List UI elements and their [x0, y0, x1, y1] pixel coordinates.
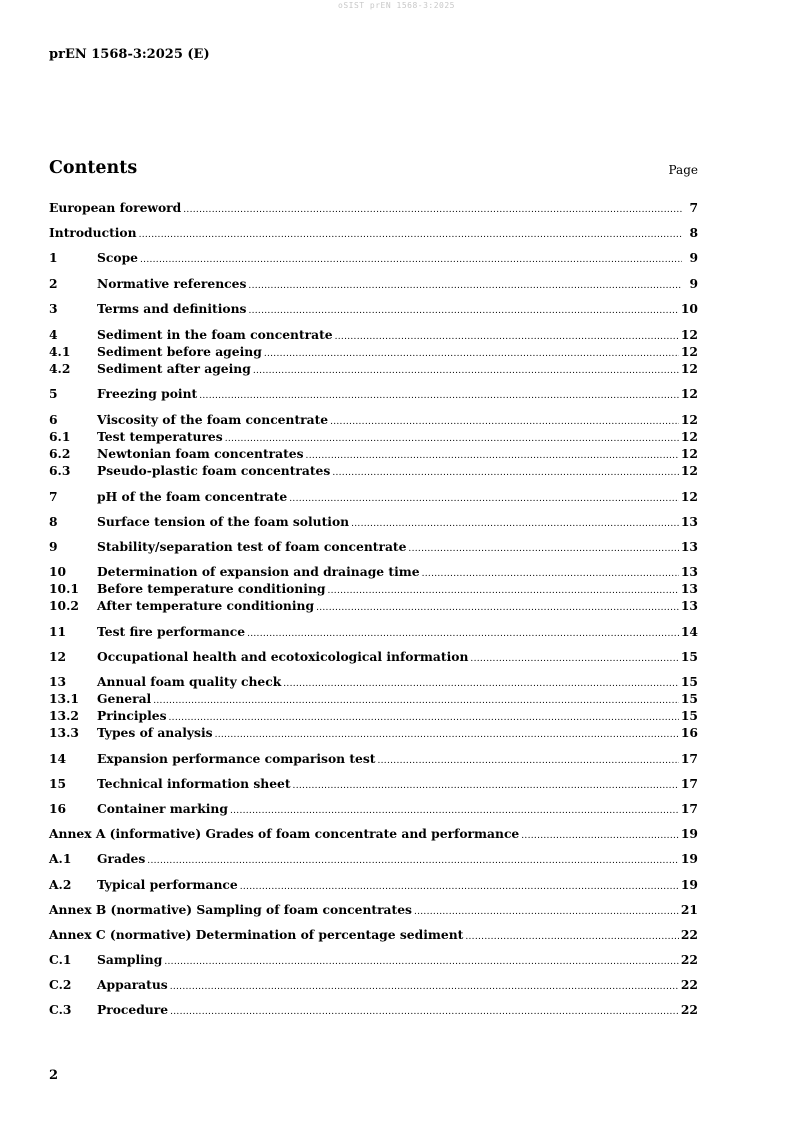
toc-entry-number: 13.1 [49, 691, 79, 706]
toc-entry-title: Annex A (informative) Grades of foam concentrate and performance [49, 826, 520, 841]
toc-entry-number: 16 [49, 801, 67, 816]
toc-entry[interactable] [49, 489, 698, 505]
toc-entry-title: Test fire performance [97, 624, 246, 639]
toc-dot-leader [164, 957, 679, 967]
toc-dot-leader [316, 603, 679, 613]
toc-dot-leader [247, 629, 679, 639]
toc-entry-title: Procedure [97, 1002, 169, 1017]
toc-entry[interactable] [49, 801, 698, 817]
toc-dot-leader [169, 713, 679, 723]
toc-entry[interactable] [49, 225, 698, 241]
toc-dot-leader [351, 519, 679, 529]
toc-entry[interactable] [49, 725, 698, 741]
toc-entry-number: 9 [49, 539, 58, 554]
toc-dot-leader [170, 982, 679, 992]
toc-entry[interactable] [49, 902, 698, 918]
toc-entry-number: 3 [49, 301, 58, 316]
toc-entry-title: Pseudo-plastic foam concentrates [97, 463, 331, 478]
toc-dot-leader [147, 856, 679, 866]
toc-entry[interactable] [49, 386, 698, 402]
watermark: oSIST prEN 1568-3:2025 [338, 1, 455, 10]
toc-entry-page: 12 [680, 429, 698, 444]
toc-dot-leader [422, 569, 679, 579]
toc-dot-leader [465, 932, 679, 942]
toc-dot-leader [153, 696, 679, 706]
toc-entry-page: 17 [680, 751, 698, 766]
toc-entry-number: 13.2 [49, 708, 79, 723]
toc-entry-title: General [97, 691, 152, 706]
toc-entry-page: 13 [680, 564, 698, 579]
toc-entry-title: Occupational health and ecotoxicological information [97, 649, 469, 664]
toc-entry-page: 14 [680, 624, 698, 639]
toc-entry-number: 2 [49, 276, 58, 291]
toc-entry-page: 19 [680, 877, 698, 892]
toc-dot-leader [183, 205, 682, 215]
toc-entry-number: 12 [49, 649, 67, 664]
toc-entry-title: Container marking [97, 801, 228, 816]
toc-entry-title: Principles [97, 708, 167, 723]
toc-dot-leader [283, 679, 679, 689]
toc-entry[interactable] [49, 624, 698, 640]
toc-entry-title: European foreword [49, 200, 182, 215]
toc-entry-title: Sediment after ageing [97, 361, 251, 376]
toc-entry[interactable] [49, 674, 698, 690]
toc-entry[interactable] [49, 250, 698, 266]
toc-entry-page: 22 [680, 1002, 698, 1017]
toc-entry-number: 4 [49, 327, 58, 342]
toc-entry-title: After temperature conditioning [97, 598, 315, 613]
toc-entry-page: 9 [689, 250, 698, 265]
toc-entry-number: C.2 [49, 977, 72, 992]
toc-dot-leader [240, 882, 679, 892]
toc-entry-page: 22 [680, 977, 698, 992]
toc-entry-title: Grades [97, 851, 146, 866]
toc-entry-title: Normative references [97, 276, 247, 291]
toc-entry[interactable] [49, 776, 698, 792]
toc-entry[interactable] [49, 327, 698, 343]
toc-dot-leader [215, 730, 679, 740]
toc-entry-page: 10 [680, 301, 698, 316]
toc-dot-leader [230, 806, 679, 816]
toc-entry-title: Test temperatures [97, 429, 223, 444]
toc-entry[interactable] [49, 1002, 698, 1018]
document-id-header: prEN 1568-3:2025 (E) [49, 47, 210, 62]
toc-entry-page: 7 [689, 200, 698, 215]
toc-dot-leader [225, 434, 679, 444]
toc-entry-number: 4.1 [49, 344, 71, 359]
page-column-label: Page [668, 163, 698, 177]
toc-entry-title: Before temperature conditioning [97, 581, 326, 596]
toc-entry-page: 19 [680, 851, 698, 866]
toc-dot-leader [330, 417, 679, 427]
toc-dot-leader [408, 544, 678, 554]
toc-dot-leader [139, 230, 682, 240]
toc-entry-title: Stability/separation test of foam concentrate [97, 539, 407, 554]
toc-entry-page: 8 [689, 225, 698, 240]
toc-entry[interactable] [49, 649, 698, 665]
toc-dot-leader [332, 468, 679, 478]
toc-entry-number: 11 [49, 624, 67, 639]
toc-entry[interactable] [49, 708, 698, 724]
toc-entry[interactable] [49, 344, 698, 360]
toc-entry-page: 12 [680, 463, 698, 478]
toc-entry-number: 14 [49, 751, 67, 766]
toc-dot-leader [306, 451, 679, 461]
toc-entry-number: 7 [49, 489, 58, 504]
toc-entry-title: Scope [97, 250, 138, 265]
toc-entry-number: 5 [49, 386, 58, 401]
toc-entry-page: 15 [680, 691, 698, 706]
toc-entry-page: 15 [680, 708, 698, 723]
toc-entry-title: Annex B (normative) Sampling of foam concentrates [49, 902, 412, 917]
toc-entry-page: 12 [680, 327, 698, 342]
toc-dot-leader [335, 332, 679, 342]
toc-entry-page: 21 [680, 902, 698, 917]
toc-entry-number: C.3 [49, 1002, 72, 1017]
toc-entry-page: 16 [680, 725, 698, 740]
toc-entry-number: 6.1 [49, 429, 71, 444]
toc-entry[interactable] [49, 301, 698, 317]
toc-entry-title: Sediment in the foam concentrate [97, 327, 333, 342]
toc-entry-title: Annex C (normative) Determination of percentage sediment [49, 927, 464, 942]
toc-entry[interactable] [49, 977, 698, 993]
toc-entry-page: 15 [680, 674, 698, 689]
toc-dot-leader [327, 586, 678, 596]
toc-entry-number: 8 [49, 514, 58, 529]
toc-entry-page: 12 [680, 412, 698, 427]
toc-entry-page: 12 [680, 386, 698, 401]
toc-entry-number: 4.2 [49, 361, 71, 376]
toc-entry[interactable] [49, 361, 698, 377]
toc-entry[interactable] [49, 581, 698, 597]
toc-entry[interactable] [49, 691, 698, 707]
toc-entry-page: 15 [680, 649, 698, 664]
toc-entry-page: 13 [680, 598, 698, 613]
toc-entry-title: Sampling [97, 952, 163, 967]
toc-entry-number: 10 [49, 564, 67, 579]
toc-entry-number: 6 [49, 412, 58, 427]
toc-entry[interactable] [49, 927, 698, 943]
toc-dot-leader [248, 306, 678, 316]
toc-entry-title: Annual foam quality check [97, 674, 282, 689]
toc-entry-title: Determination of expansion and drainage time [97, 564, 420, 579]
toc-entry[interactable] [49, 446, 698, 462]
toc-entry[interactable] [49, 200, 698, 216]
toc-entry-page: 19 [680, 826, 698, 841]
toc-entry-title: Sediment before ageing [97, 344, 262, 359]
toc-entry-number: 6.3 [49, 463, 71, 478]
toc-dot-leader [289, 494, 679, 504]
toc-entry-title: Surface tension of the foam solution [97, 514, 350, 529]
toc-dot-leader [170, 1007, 679, 1017]
toc-entry[interactable] [49, 598, 698, 614]
toc-dot-leader [140, 255, 682, 265]
toc-entry-page: 22 [680, 927, 698, 942]
toc-dot-leader [293, 781, 679, 791]
toc-entry[interactable] [49, 877, 698, 893]
toc-entry-title: Introduction [49, 225, 137, 240]
toc-entry-page: 22 [680, 952, 698, 967]
toc-entry-page: 12 [680, 361, 698, 376]
toc-entry[interactable] [49, 751, 698, 767]
toc-entry[interactable] [49, 564, 698, 580]
toc-entry-title: Viscosity of the foam concentrate [97, 412, 329, 427]
toc-entry-page: 13 [680, 581, 698, 596]
toc-dot-leader [199, 391, 679, 401]
toc-entry[interactable] [49, 826, 698, 842]
toc-entry[interactable] [49, 851, 698, 867]
toc-dot-leader [264, 349, 679, 359]
toc-entry[interactable] [49, 539, 698, 555]
toc-dot-leader [521, 831, 679, 841]
toc-entry-page: 12 [680, 446, 698, 461]
toc-entry-page: 13 [680, 514, 698, 529]
toc-entry[interactable] [49, 412, 698, 428]
toc-entry[interactable] [49, 952, 698, 968]
toc-entry-number: A.1 [49, 851, 72, 866]
toc-dot-leader [414, 907, 679, 917]
page-number: 2 [49, 1068, 59, 1083]
toc-entry-title: Types of analysis [97, 725, 213, 740]
toc-entry-number: A.2 [49, 877, 72, 892]
toc-entry-title: Newtonian foam concentrates [97, 446, 304, 461]
toc-entry-number: C.1 [49, 952, 72, 967]
toc-dot-leader [470, 654, 678, 664]
toc-dot-leader [377, 756, 678, 766]
contents-title: Contents [49, 158, 138, 178]
toc-entry-page: 17 [680, 801, 698, 816]
toc-entry-number: 13 [49, 674, 67, 689]
toc-entry-page: 12 [680, 489, 698, 504]
toc-entry-number: 13.3 [49, 725, 79, 740]
toc-dot-leader [253, 366, 679, 376]
toc-entry-title: Expansion performance comparison test [97, 751, 376, 766]
toc-entry-title: Apparatus [97, 977, 168, 992]
toc-entry-number: 10.1 [49, 581, 79, 596]
toc-entry[interactable] [49, 514, 698, 530]
toc-entry[interactable] [49, 429, 698, 445]
toc-entry-title: Freezing point [97, 386, 198, 401]
toc-entry-title: Technical information sheet [97, 776, 291, 791]
toc-entry-page: 13 [680, 539, 698, 554]
toc-entry-number: 1 [49, 250, 58, 265]
toc-dot-leader [248, 281, 682, 291]
toc-entry[interactable] [49, 463, 698, 479]
toc-entry-title: Terms and definitions [97, 301, 247, 316]
toc-entry-title: Typical performance [97, 877, 238, 892]
toc-entry-page: 12 [680, 344, 698, 359]
toc-entry[interactable] [49, 276, 698, 292]
toc-entry-number: 6.2 [49, 446, 71, 461]
toc-entry-number: 10.2 [49, 598, 79, 613]
toc-entry-page: 9 [689, 276, 698, 291]
toc-entry-number: 15 [49, 776, 67, 791]
toc-entry-page: 17 [680, 776, 698, 791]
toc-entry-title: pH of the foam concentrate [97, 489, 288, 504]
